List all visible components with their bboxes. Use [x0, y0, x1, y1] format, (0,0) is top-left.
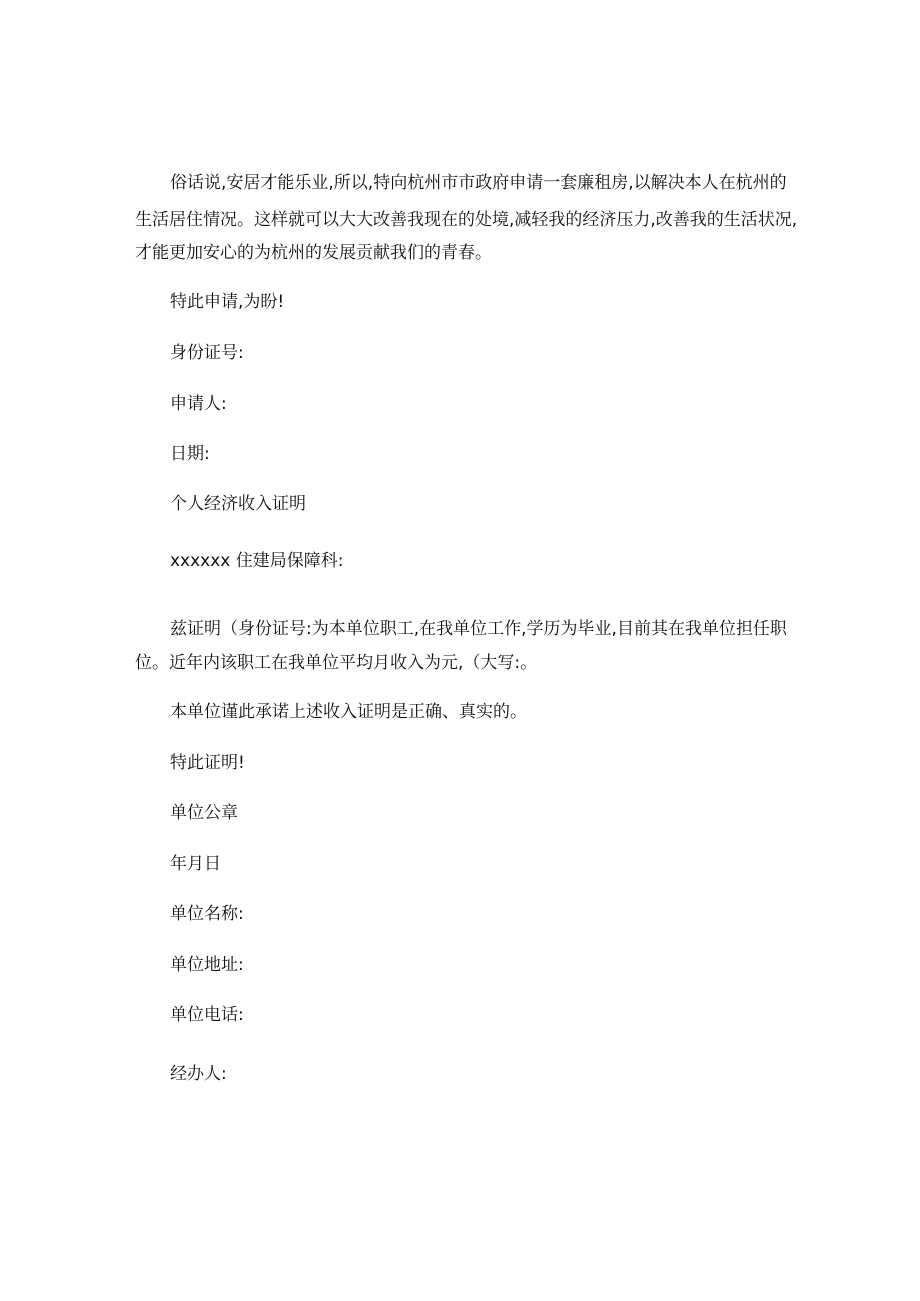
id-number-label: 身份证号: [170, 343, 244, 363]
date-label: 日期: [170, 444, 210, 464]
certificate-body-line-1: 兹证明（身份证号:为本单位职工,在我单位工作,学历为毕业,目前其在我单位担任职 [170, 619, 787, 639]
unit-name-label: 单位名称: [170, 904, 244, 924]
certificate-addressee: xxxxxx 住建局保障科: [170, 551, 344, 571]
application-paragraph-line-2: 生活居住情况。这样就可以大大改善我现在的处境,减轻我的经济压力,改善我的生活状况, [135, 210, 798, 230]
unit-address-label: 单位地址: [170, 955, 244, 975]
application-paragraph-line-1: 俗话说,安居才能乐业,所以,特向杭州市市政府申请一套廉租房,以解决本人在杭州的 [170, 173, 787, 193]
applicant-label: 申请人: [170, 394, 227, 414]
certificate-closing: 特此证明! [170, 753, 245, 773]
certificate-body-line-2: 位。近年内该职工在我单位平均月收入为元,（大写:。 [135, 653, 538, 673]
unit-phone-label: 单位电话: [170, 1005, 244, 1025]
certificate-promise: 本单位谨此承诺上述收入证明是正确、真实的。 [170, 702, 527, 722]
application-paragraph-line-3: 才能更加安心的为杭州的发展贡献我们的青春。 [135, 243, 492, 263]
certificate-date-line: 年月日 [170, 854, 221, 874]
application-closing: 特此申请,为盼! [170, 292, 285, 312]
certificate-title: 个人经济收入证明 [170, 494, 306, 514]
seal-label: 单位公章 [170, 803, 238, 823]
handler-label: 经办人: [170, 1064, 227, 1084]
